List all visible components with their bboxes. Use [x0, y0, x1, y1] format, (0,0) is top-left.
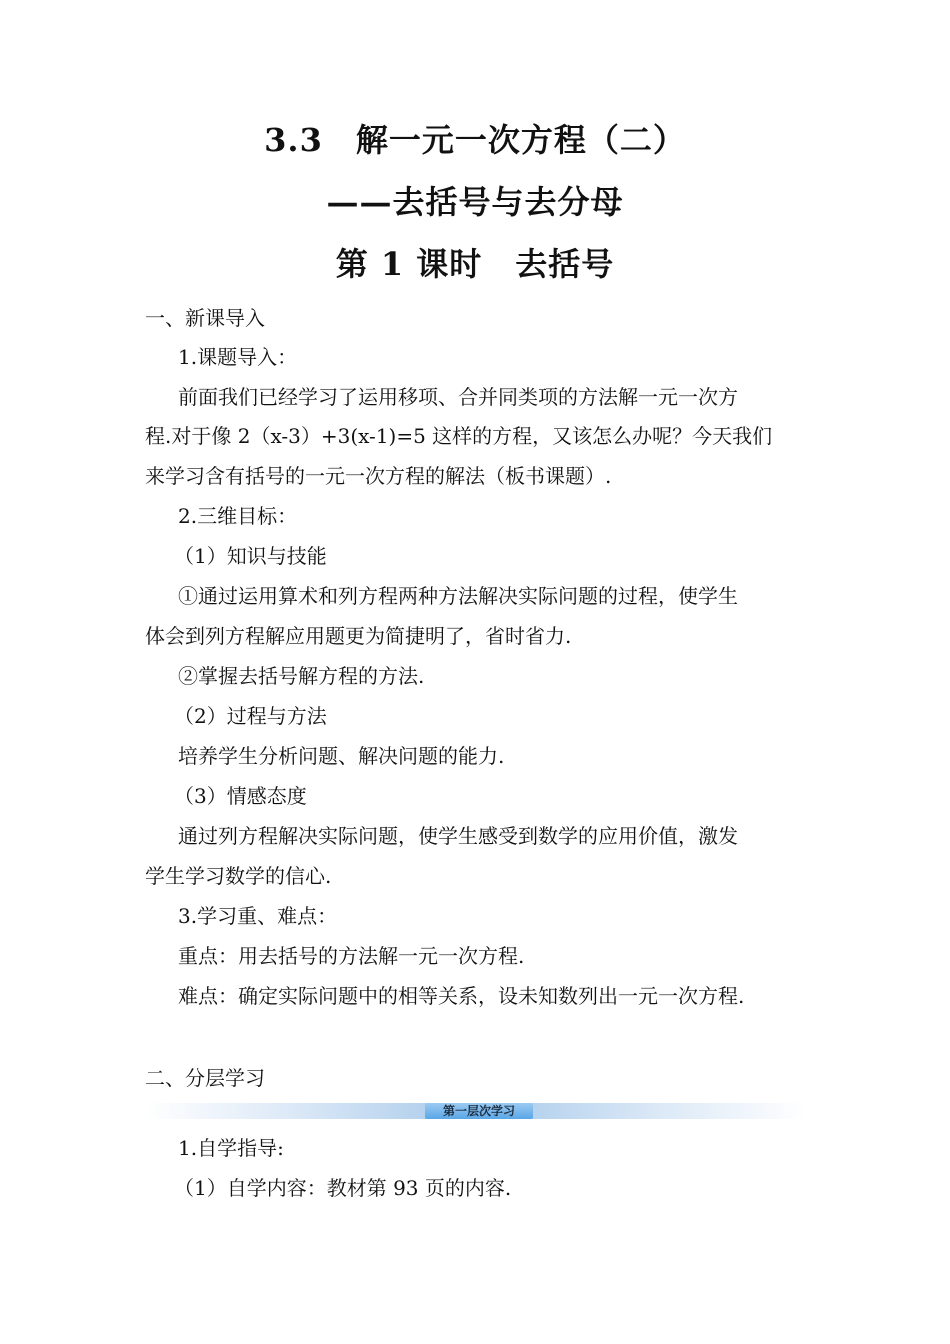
lesson-period-title: 第 1 课时 去括号 [335, 245, 615, 283]
paragraph-line: 体会到列方程解应用题更为简捷明了，省时省力. [145, 624, 572, 648]
section-heading-layered-study: 二、分层学习 [145, 1066, 265, 1090]
goal-heading-attitude: （3）情感态度 [174, 784, 307, 808]
lesson-subtitle: ——去括号与去分母 [326, 183, 624, 221]
paragraph-line: 学生学习数学的信心. [145, 864, 332, 888]
key-point-text: 重点：用去括号的方法解一元一次方程. [178, 944, 525, 968]
lesson-title: 3.3 解一元一次方程（二） [264, 121, 686, 159]
difficult-point-text: 难点：确定实际问题中的相等关系，设未知数列出一元一次方程. [178, 984, 745, 1008]
subheading-key-points: 3.学习重、难点： [178, 904, 338, 928]
goal-heading-process: （2）过程与方法 [174, 704, 327, 728]
paragraph-line: （1）自学内容：教材第 93 页的内容. [174, 1176, 512, 1200]
paragraph-line: 来学习含有括号的一元一次方程的解法（板书课题）. [145, 464, 612, 488]
level-banner-label: 第一层次学习 [425, 1103, 533, 1119]
goal-heading-knowledge: （1）知识与技能 [174, 544, 327, 568]
subheading-topic-intro: 1.课题导入： [178, 345, 298, 369]
paragraph-line: ①通过运用算术和列方程两种方法解决实际问题的过程，使学生 [178, 584, 738, 608]
subheading-self-study-guide: 1.自学指导: [178, 1136, 284, 1160]
paragraph-line: 通过列方程解决实际问题，使学生感受到数学的应用价值，激发 [178, 824, 738, 848]
paragraph-line: ②掌握去括号解方程的方法. [178, 664, 425, 688]
level-banner [145, 1103, 807, 1119]
paragraph-line: 程.对于像 2（x-3）+3(x-1)=5 这样的方程，又该怎么办呢？今天我们 [145, 424, 773, 448]
paragraph-line: 培养学生分析问题、解决问题的能力. [178, 744, 505, 768]
subheading-goals: 2.三维目标： [178, 504, 298, 528]
paragraph-line: 前面我们已经学习了运用移项、合并同类项的方法解一元一次方 [178, 385, 738, 409]
section-heading-intro: 一、新课导入 [145, 306, 265, 330]
